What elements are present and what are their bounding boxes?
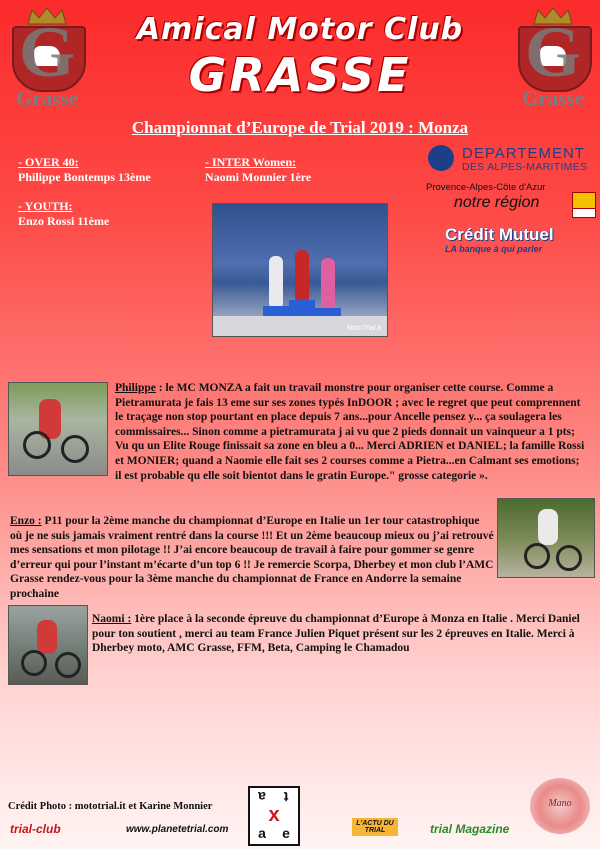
naomi-paragraph [92, 612, 597, 656]
crest-town-label: Grasse [522, 86, 584, 110]
grasse-crest-left [8, 6, 86, 110]
crest-town-label: Grasse [16, 86, 78, 110]
philippe-text: : le MC MONZA a fait un travail monstre pour organiser cette course. Comme a Pietramurata je fais 13 eme sur ses zones typés InDOOR ; avec le regret que peut comprennent le traçage non stop pourtant en place depuis 7 ans...pour Ancelle pensez y... ça soulagera les commissaires... Sinon comme a pietramurata j ai vu que 2 pieds donnait un vainqueur a 1 pts; Vu qu un Elite Rouge finissait sa zone en bleu a 0... Merci ADRIEN et DANIEL; la famille Rossi et MONIER; quand a Naomie elle fait ses 2 courses comme a Pietra...en Calmant ses emotions; il est probable qu elle soit bientot dans le gratin Europe." grosse categorie ». [115, 382, 585, 482]
enzo-name: Enzo : [10, 515, 42, 527]
results-left [18, 155, 198, 229]
podium-rider [321, 258, 335, 308]
enzo-text: P11 pour la 2ème manche du championnat d’Europe en Italie un 1er tour catastrophique où je ne suis jamais vraiment rentré dans la course !!! Et un 2ème beaucoup mieux ou j’ai retrouvé mes sensations et mon pilotage !! J’ai encore beaucoup de travail à faire pour gommer se genre d’erreur qui pour l’instant m’écarte d’un top 6 !! Je remercie Scorpa, Dherbey et mon club l’AMC Grasse rendez-vous pour la 3ème manche du championnat de France en Andorre la semaine prochaine [10, 515, 494, 600]
mano-flower-logo: Mano [530, 778, 590, 834]
youth-value: Enzo Rossi 11ème [18, 214, 110, 228]
trial-magazine-logo: trial Magazine [430, 822, 510, 836]
enzo-paragraph [10, 514, 494, 602]
actu-trial-logo: L'ACTU DU TRIAL [352, 818, 398, 836]
credit-mutuel-logo: Crédit Mutuel LA banque à qui parler [445, 225, 554, 254]
departement-logo: DEPARTEMENT DES ALPES-MARITIMES [428, 145, 596, 175]
ataxe-logo: a t x a e [248, 786, 300, 846]
naomi-photo [8, 605, 88, 685]
trial-club-logo: trial-club [10, 822, 61, 836]
photo-credit: Crédit Photo : mototrial.it et Karine Monnier [8, 801, 213, 812]
philippe-name: Philippe [115, 382, 156, 394]
grasse-crest-right [514, 6, 592, 110]
inter-women-value: Naomi Monnier 1ère [205, 170, 312, 184]
over40-label: - OVER 40: [18, 155, 79, 169]
podium-rider [269, 256, 283, 306]
page-heading: Championnat d’Europe de Trial 2019 : Monza [131, 118, 469, 137]
philippe-photo [8, 382, 108, 476]
crest-letter: G [18, 12, 75, 92]
naomi-name: Naomi : [92, 613, 132, 625]
podium-photo [212, 203, 388, 337]
naomi-text: 1ère place à la seconde épreuve du championnat d’Europe à Monza en Italie . Merci Daniel pour ton soutient , merci au team France Julien Piquet présent sur les 2 épreuves en Italie. Merci à Dherbey moto, AMC Grasse, FFM, Beta, Camping le Chamadou [92, 613, 580, 655]
crest-letter: G [524, 12, 581, 92]
club-title-city: GRASSE [188, 48, 412, 102]
club-title: Amical Motor Club [136, 12, 464, 47]
philippe-paragraph [115, 381, 585, 483]
over40-value: Philippe Bontemps 13ème [18, 170, 151, 184]
results-middle [205, 155, 385, 185]
podium-rider [295, 250, 309, 300]
departement-emblem-icon [428, 145, 454, 171]
region-logo: Provence-Alpes-Côte d'Azur notre région [426, 182, 596, 218]
youth-label: - YOUTH: [18, 199, 73, 213]
planetetrial-logo: www.planetetrial.com [126, 824, 229, 835]
enzo-photo [497, 498, 595, 578]
photo-watermark: MotoTrial.it [346, 325, 381, 332]
inter-women-label: - INTER Women: [205, 155, 297, 169]
